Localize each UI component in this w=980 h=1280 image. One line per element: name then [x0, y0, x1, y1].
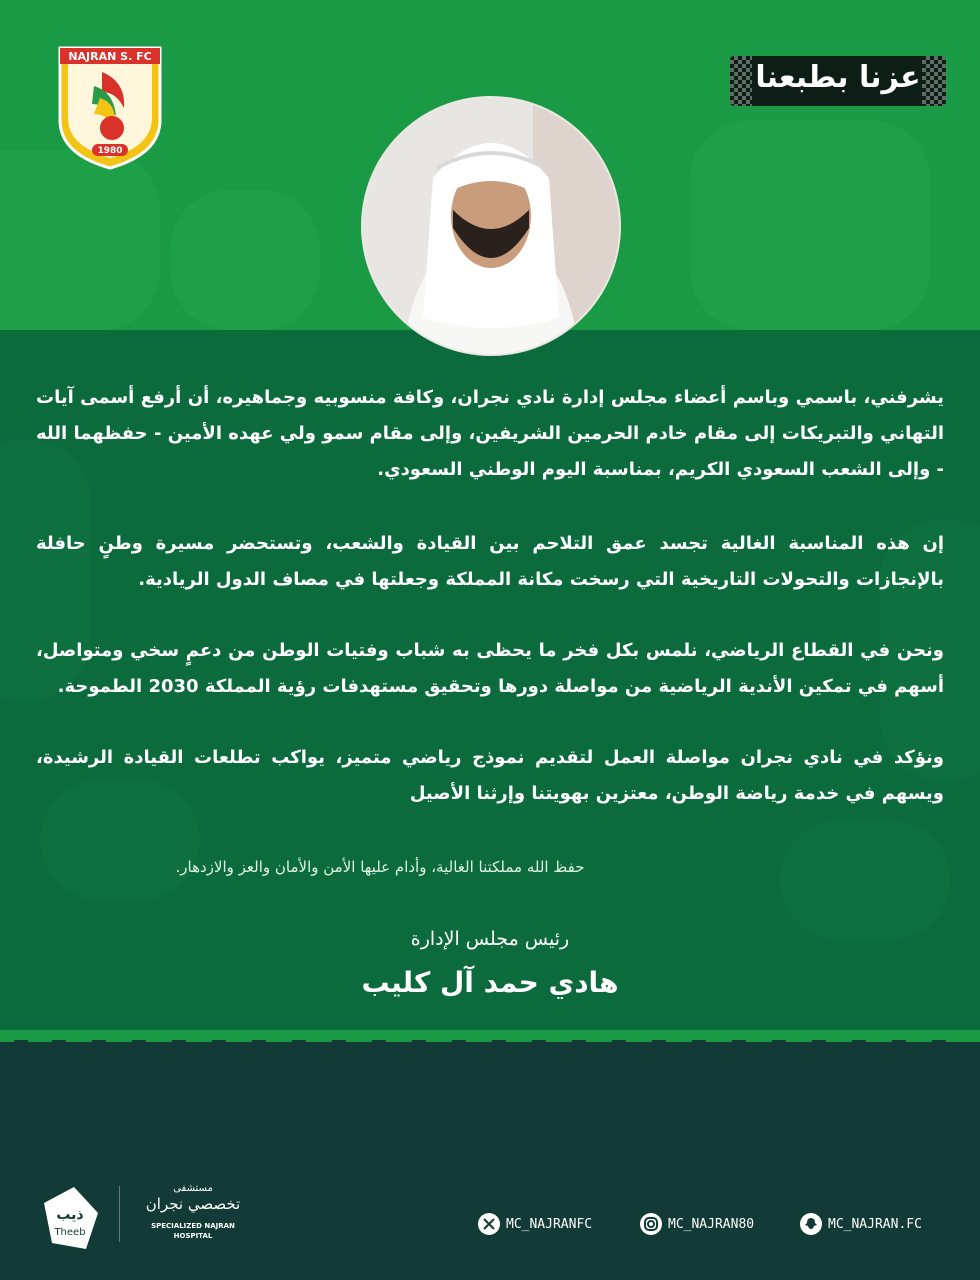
- letter-paragraph-2: إن هذه المناسبة الغالية تجسد عمق التلاحم بين القيادة والشعب، وتستحضر مسيرة وطنٍ حافلة بالإنجازات والتحولات التاريخية التي رسخت مكانة المملكة وجعلتها في مصاف الدول الريادية.: [36, 533, 944, 590]
- social-snapchat-handle: MC_NAJRAN.FC: [828, 1216, 922, 1232]
- svg-text:ذيب: ذيب: [56, 1207, 84, 1223]
- social-instagram[interactable]: [640, 1210, 754, 1238]
- sponsor-hospital-line3: SPECIALIZED NAJRAN: [151, 1222, 235, 1230]
- signature-title: رئيس مجلس الإدارة: [410, 928, 570, 950]
- sponsor-hospital-line4: HOSPITAL: [173, 1232, 213, 1240]
- instagram-icon: [640, 1213, 662, 1235]
- letter-paragraph-3: ونحن في القطاع الرياضي، نلمس بكل فخر ما يحظى به شباب وفتيات الوطن من دعمٍ سخي ومتواصل، أسهم في تمكين الأندية الرياضية من مواصلة دورها وتحقيق مستهدفات رؤية المملكة 2030 الطموحة.: [36, 640, 944, 697]
- slogan-text: عزنا بطبعنا: [755, 60, 921, 95]
- closing-line: حفظ الله مملكتنا الغالية، وأدام عليها الأمن والأمان والعز والازدهار.: [175, 858, 585, 876]
- decorative-shape: [690, 120, 930, 330]
- decorative-shape: [780, 820, 950, 940]
- sponsor-hospital-line2: تخصصي نجران: [145, 1195, 241, 1213]
- svg-text:NAJRAN S. FC: NAJRAN S. FC: [68, 50, 152, 63]
- checker-pattern: [922, 56, 946, 106]
- social-snapchat[interactable]: [800, 1210, 922, 1238]
- svg-text:1980: 1980: [97, 146, 123, 156]
- letter-paragraph-4: ونؤكد في نادي نجران مواصلة العمل لتقديم نموذج رياضي متميز، يواكب تطلعات القيادة الرشيدة، ويسهم في خدمة رياضة الوطن، معتزين بهويتنا وإرثنا الأصيل: [36, 747, 944, 804]
- social-x-handle: MC_NAJRANFC: [506, 1216, 593, 1232]
- decorative-shape: [170, 190, 320, 330]
- x-icon: [478, 1213, 500, 1235]
- snapchat-icon: [800, 1213, 822, 1235]
- sponsor-theeb-logo: [38, 1183, 102, 1259]
- chairman-portrait: [361, 96, 621, 356]
- sponsor-hospital-line1: مستشفى: [173, 1183, 213, 1194]
- crenellation-pattern: [0, 1022, 980, 1062]
- club-logo: [54, 42, 166, 172]
- checker-pattern: [730, 56, 752, 106]
- social-instagram-handle: MC_NAJRAN80: [668, 1216, 755, 1232]
- letter-paragraph-1: يشرفني، باسمي وباسم أعضاء مجلس إدارة نادي نجران، وكافة منسوبيه وجماهيره، أن أرفع أسمى آيات التهاني والتبريكات إلى مقام خادم الحرمين الشريفين، وإلى مقام سمو ولي عهده الأمين - حفظهما الله - وإلى الشعب السعودي الكريم، بمناسبة اليوم الوطني السعودي.: [36, 387, 944, 480]
- signature-name: هادي حمد آل كليب: [361, 966, 619, 999]
- footer-divider: [119, 1186, 120, 1242]
- footer-background: [0, 1030, 980, 1280]
- slogan-badge: [730, 56, 946, 106]
- social-x[interactable]: [478, 1210, 592, 1238]
- svg-text:Theeb: Theeb: [54, 1227, 86, 1238]
- decorative-shape: [0, 150, 160, 330]
- sponsor-hospital-logo: [138, 1183, 248, 1241]
